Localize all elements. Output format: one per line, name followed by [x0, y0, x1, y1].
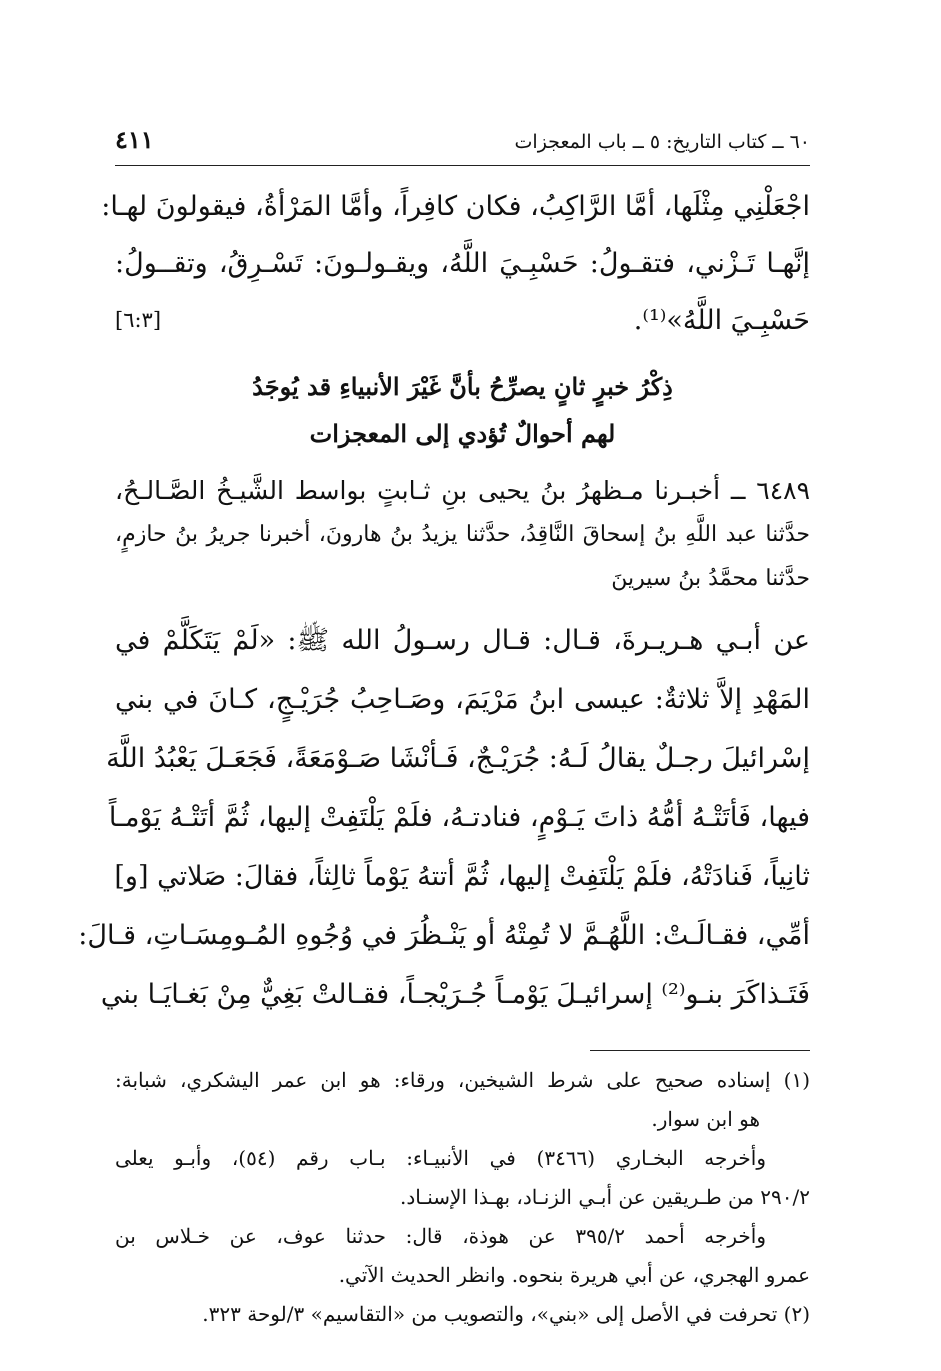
footnotes: [115, 1061, 810, 1334]
isnad-block: [115, 469, 810, 601]
hadith-line: أمِّي، فقـالَـتْ: اللَّهُـمَّ لا تُمِتْهُ أو يَنْـظُرَ في وُجُوهِ المُـومِسَـاتِ، قـالَ:: [78, 920, 810, 951]
footnote-1-line: وأخرجه البخـاري (٣٤٦٦) في الأنبيـاء: بـاب رقم (٥٤)، وأبـو يعلى: [115, 1146, 766, 1170]
text-line: إنَّهـا تَـزْني، فتقـولُ: حَسْبِـيَ اللَّهُ، ويقـولـونَ: تَسْـرِقُ، وتقــولُ:: [115, 248, 810, 279]
hadith-line: إسْرائيلَ رجـلٌ يقالُ لَـهُ: جُرَيْـجٌ، فَـأنْشَا صَـوْمَعَةً، فَجَعَـلَ يَعْبُدُ اللَّهَ: [106, 743, 810, 774]
hadith-line: ثانِياً، فَنادَتْهُ، فلَمْ يَلْتَفِتْ إليها، ثُمَّ أتتهُ يَوْماً ثالِثاً، فقالَ: صَلاتي [و]: [114, 861, 810, 892]
hadith-line: فيها، فَأتَتْـهُ أمُّهُ ذاتَ يَـوْمٍ، فنادتـهُ، فلَمْ يَلْتَفِتْ إليها، ثُمَّ أتَتْـهُ يَوْمـاً: [108, 802, 810, 833]
hadith-line: المَهْدِ إلاَّ ثلاثةٌ: عيسى ابنُ مَرْيَمَ، وصَـاحِبُ جُرَيْـجٍ، كـانَ في بني: [115, 684, 810, 715]
text-line: حَسْبِـيَ اللَّهُ»⁽¹⁾.: [633, 305, 810, 336]
footnote-divider: [590, 1050, 810, 1051]
heading-line-2: لهم أحوالٌ تُؤدي إلى المعجزات: [309, 419, 616, 448]
isnad-line: حدَّثنا محمَّدُ بنُ سيرينَ: [611, 566, 810, 591]
book-page: [78, 125, 810, 1326]
footnote-1-line: هو ابن سوار.: [651, 1107, 760, 1131]
footnote-2-line: (٢) تحرفت في الأصل إلى «بني»، والتصويب من «التقاسيم» ٣/لوحة ٣٢٣.: [202, 1302, 810, 1326]
heading-line-1: ذِكْرُ خبرٍ ثانٍ يصرِّحُ بأنَّ غَيْرَ الأنبياءِ قد يُوجَدُ: [252, 372, 673, 401]
hadith-line: فَتَـذاكَرَ بنـو⁽²⁾ إسرائيـلَ يَوْمـاً جُـرَيْجـاً، فقـالتْ بَغِيٌّ مِنْ بَغـايَـا بني: [100, 979, 810, 1010]
hadith-text-block: [78, 611, 810, 1024]
footnote-1-line: وأخرجه أحمد ٣٩٥/٢ عن هوذة، قال: حدثنا عوف، عن خـلاس بن: [115, 1224, 766, 1248]
section-heading: [115, 363, 810, 457]
footnote-1-line: ٢٩٠/٢ من طـريقين عن أبـي الزنـاد، بهـذا الإسنـاد.: [400, 1185, 810, 1209]
isnad-line: حدَّثنا عبد اللَّهِ بنُ إسحاقَ النَّاقِدُ، حدَّثنا يزيدُ بنُ هارونَ، أخبرنا جريرُ بنُ حازمٍ،: [115, 522, 810, 547]
text-line-with-reference: [115, 292, 810, 349]
running-header: [115, 125, 810, 166]
hadith-reference: [٦:٣]: [115, 308, 162, 332]
running-title: ٦٠ ــ كتاب التاريخ: ٥ ــ باب المعجزات: [514, 131, 810, 153]
footnote-1-line: (١) إسناده صحيح على شرط الشيخين، ورقاء: هو ابن عمر اليشكري، شبابة:: [115, 1068, 810, 1092]
page-number: ٤١١: [115, 125, 154, 154]
isnad-line: ٦٤٨٩ ــ أخبـرنا مـظهرُ بنُ يحيى بنِ ثـابتٍ بواسط الشَّيـخُ الصَّـالـحُ،: [115, 476, 810, 505]
footnote-1-line: عمرو الهجري، عن أبي هريرة بنحوه. وانظر الحديث الآتي.: [338, 1263, 810, 1287]
hadith-line: عن أبـي هـريـرةَ، قـال: قـال رسـولُ الله ﷺ: «لَمْ يَتَكَلَّمْ في: [115, 625, 810, 656]
main-text-block: [101, 178, 810, 349]
text-line: اجْعَلْنِي مِثْلَها، أمَّا الرَّاكِبُ، فكان كافِراً، وأمَّا المَرْأةُ، فيقولونَ لهـا:: [101, 191, 810, 222]
